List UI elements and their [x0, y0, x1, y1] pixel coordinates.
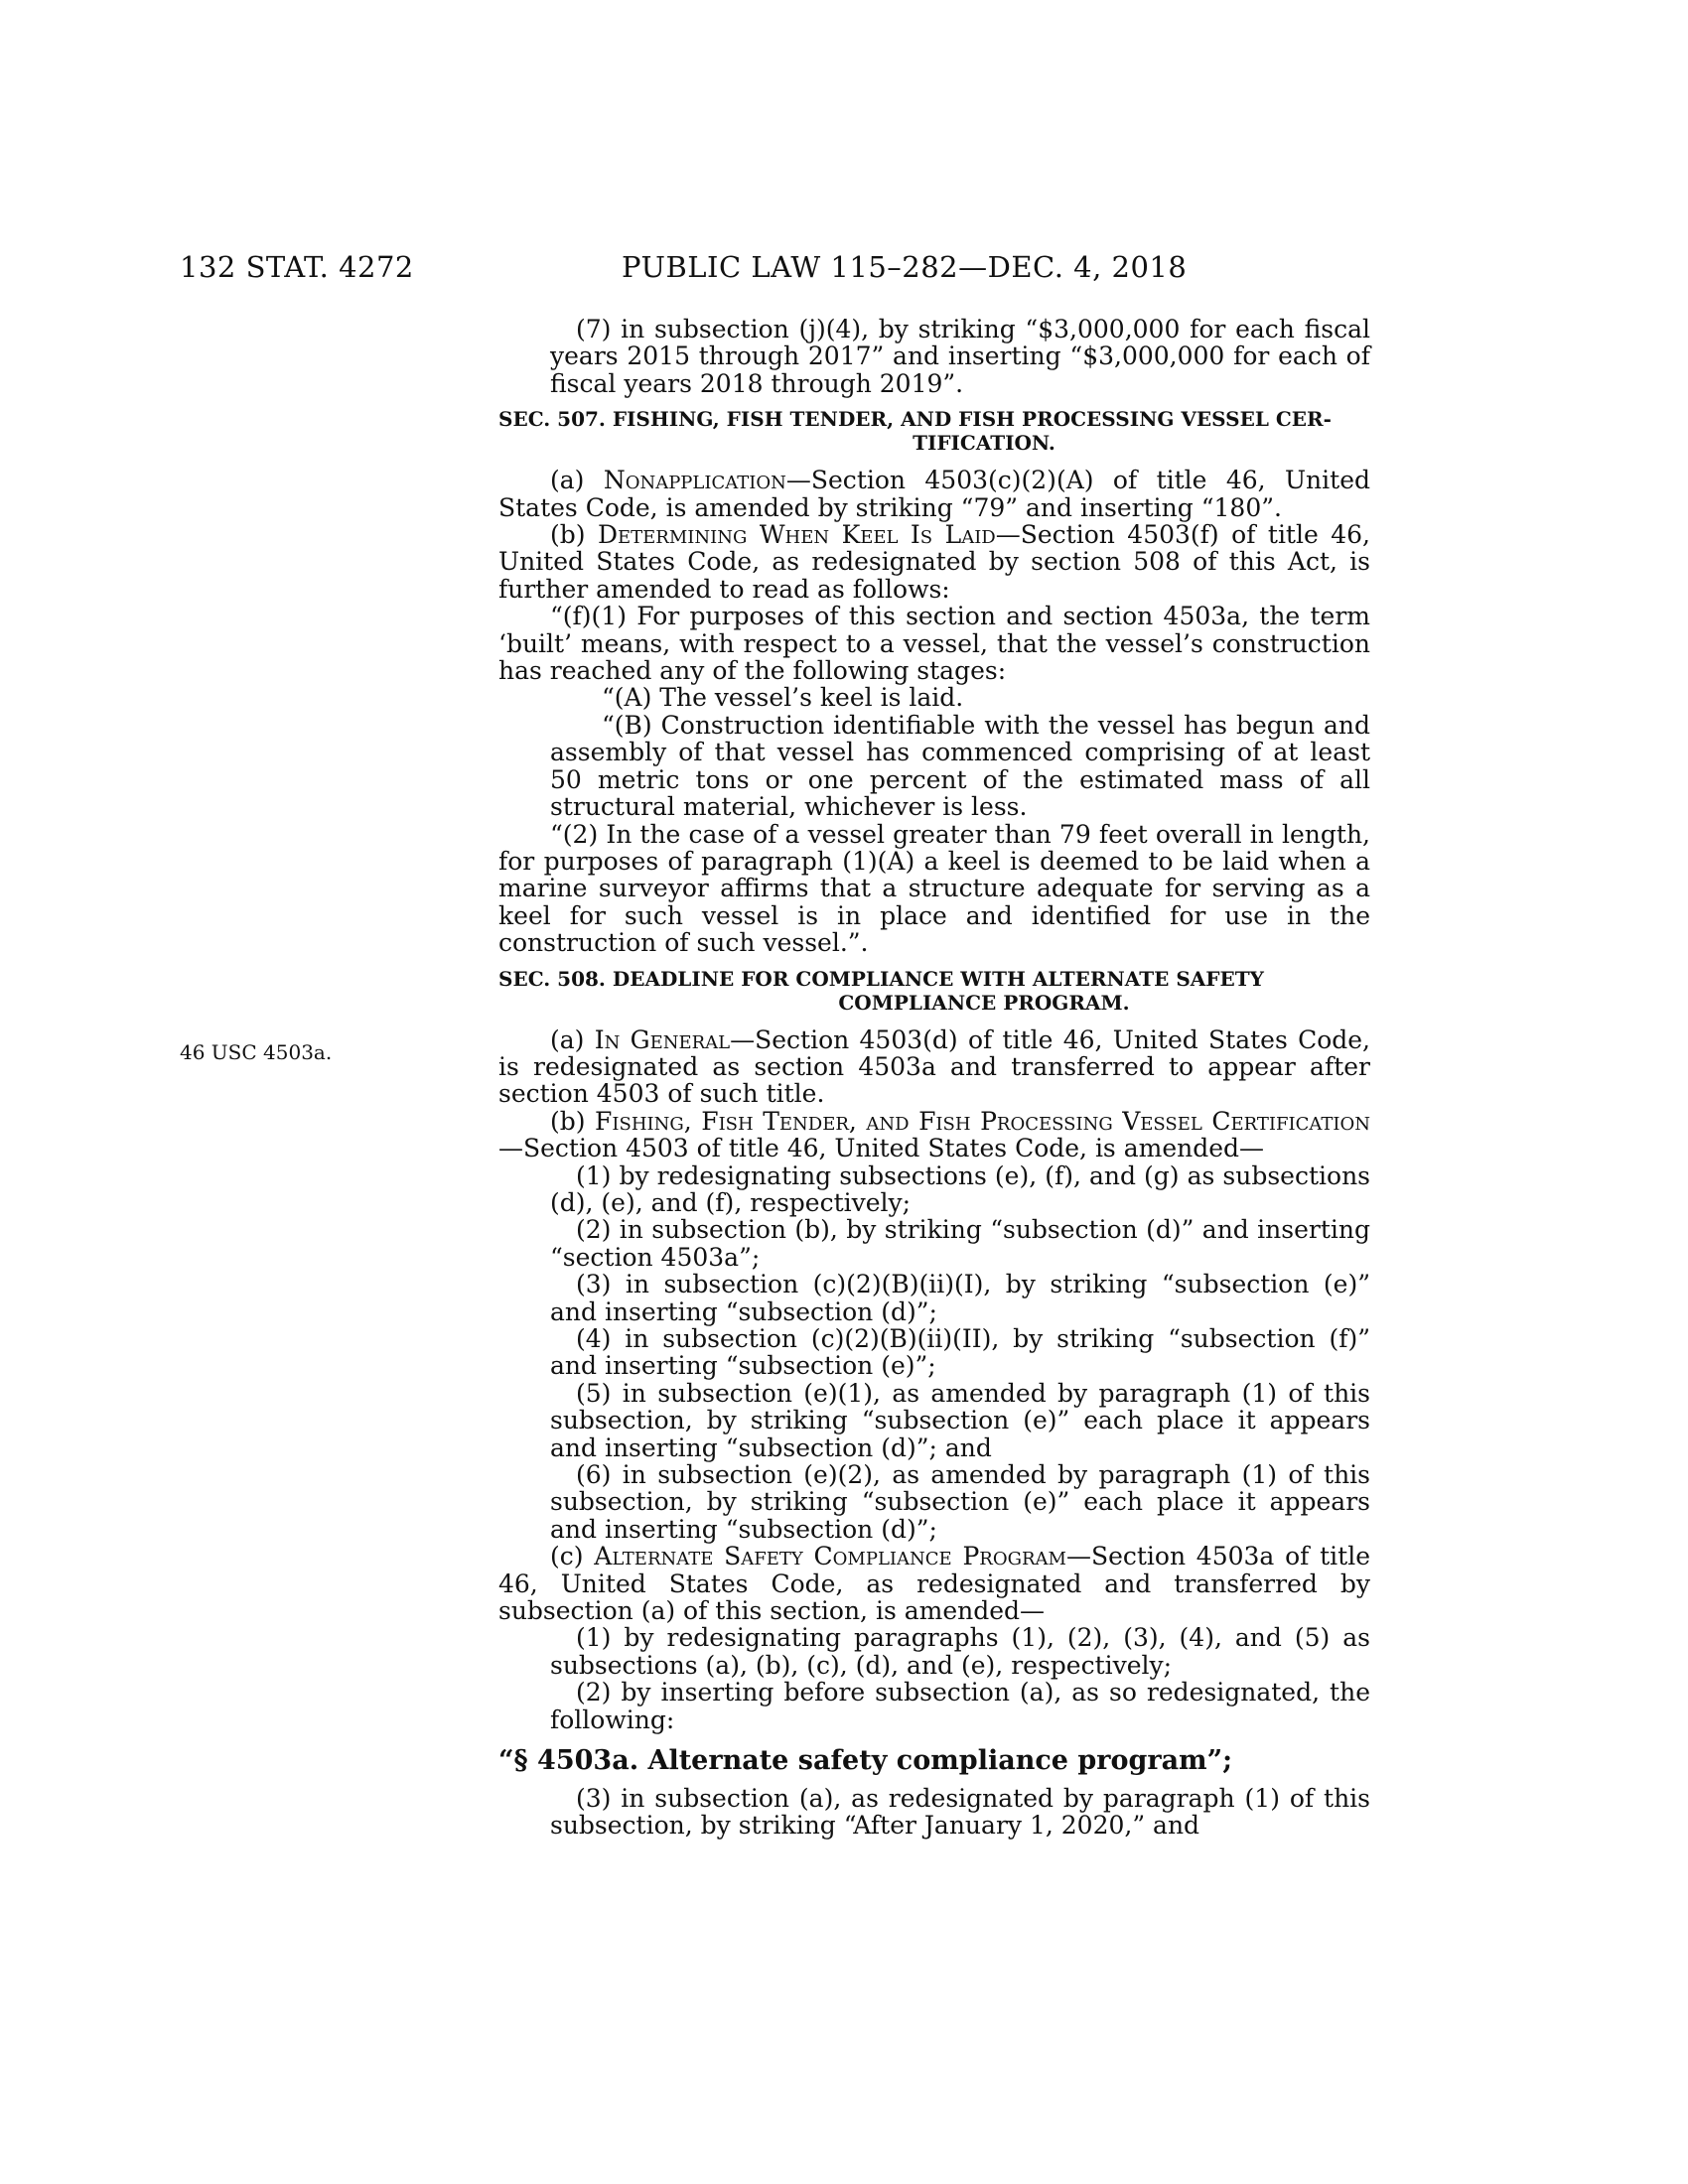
sec507-fA: “(A) The vessel’s keel is laid.	[602, 683, 964, 713]
sec507-b-heading: Determining When Keel Is Laid	[597, 520, 996, 550]
sec508-b-heading: Fishing, Fish Tender, and Fish Processing Vessel Certification	[595, 1106, 1370, 1136]
sec507-a-heading: Nonapplication	[603, 466, 786, 495]
public-law-title: PUBLIC LAW 115–282—DEC. 4, 2018	[622, 250, 1188, 284]
sec508-b4: (4) in subsection (c)(2)(B)(ii)(II), by striking “subsection (f)” and inserting “subsection (e)”;	[550, 1324, 1370, 1381]
section-508-heading	[498, 967, 1370, 1015]
sec508-c1: (1) by redesignating paragraphs (1), (2), (3), (4), and (5) as subsections (a), (b), (c), (d), and (e), respectively;	[550, 1623, 1370, 1680]
sec508-subsection-a: (a) In General—Section 4503(d) of title 46, United States Code, is redesignated as section 4503a and transferred to appear after section 4503 of such title.	[498, 1024, 1370, 1109]
sec508-c-heading: Alternate Safety Compliance Program	[594, 1542, 1066, 1571]
sec508-heading-line2: COMPLIANCE PROGRAM.	[838, 990, 1130, 1015]
sec507-f2: “(2) In the case of a vessel greater than 79 feet overall in length, for purposes of paragraph (1)(A) a keel is deemed to be laid when a marine surveyor affirms that a structure adequate for serving as a keel for such vessel is in place and identified for use in the construction of such vessel.”.	[498, 819, 1370, 958]
sec507-heading-line1: SEC. 507. FISHING, FISH TENDER, AND FISH PROCESSING VESSEL CER-	[498, 407, 1332, 432]
page-header	[180, 250, 1370, 294]
document-body	[498, 316, 1370, 1839]
sec508-a-heading: In General	[594, 1024, 731, 1054]
sec507-heading-line2: TIFICATION.	[913, 431, 1055, 456]
margin-note: 46 USC 4503a.	[180, 1040, 333, 1064]
sec508-b2: (2) in subsection (b), by striking “subsection (d)” and inserting “section 4503a”;	[550, 1215, 1370, 1272]
sec507-subsection-b: (b) Determining When Keel Is Laid—Section 4503(f) of title 46, United States Code, as redesignated by section 508 of this Act, is further amended to read as follows:	[498, 520, 1370, 604]
paragraph-7: (7) in subsection (j)(4), by striking “$3,000,000 for each fiscal years 2015 through 2017” and inserting “$3,000,000 for each of fiscal years 2018 through 2019”.	[550, 315, 1370, 398]
sec508-c3: (3) in subsection (a), as redesignated by paragraph (1) of this subsection, by striking “After January 1, 2020,” and	[550, 1783, 1370, 1840]
sec508-b5: (5) in subsection (e)(1), as amended by paragraph (1) of this subsection, by striking “subsection (e)” each place it appears and inserting “subsection (d)”; and	[550, 1378, 1370, 1462]
sec508-subsection-b: (b) Fishing, Fish Tender, and Fish Processing Vessel Certification—Section 4503 of title 46, United States Code, is amended—	[498, 1106, 1370, 1163]
sec508-b6: (6) in subsection (e)(2), as amended by paragraph (1) of this subsection, by striking “subsection (e)” each place it appears and inserting “subsection (d)”;	[550, 1460, 1370, 1544]
sec507-fB: “(B) Construction identifiable with the vessel has begun and assembly of that vessel has commenced comprising of at least 50 metric tons or one percent of the estimated mass of all structural material, whichever is less.	[550, 710, 1370, 822]
section-507-heading	[498, 407, 1370, 455]
inserted-section-heading: “§ 4503a. Alternate safety compliance program”;	[498, 1745, 1233, 1777]
sec508-a-text: —Section 4503(d) of title 46, United States Code, is redesignated as section 4503a and transferred to appear after section 4503 of such title.	[498, 1024, 1370, 1109]
sec507-b-text: —Section 4503(f) of title 46, United States Code, as redesignated by section 508 of this Act, is further amended to read as follows:	[498, 520, 1370, 604]
sec507-subsection-a: (a) Nonapplication—Section 4503(c)(2)(A) of title 46, United States Code, is amended by striking “79” and inserting “180”.	[498, 466, 1370, 522]
sec508-c-text: —Section 4503a of title 46, United States Code, as redesignated and transferred by subsection (a) of this section, is amended—	[498, 1542, 1370, 1626]
sec508-heading-line1: SEC. 508. DEADLINE FOR COMPLIANCE WITH ALTERNATE SAFETY	[498, 966, 1264, 991]
sec507-a-text: —Section 4503(c)(2)(A) of title 46, United States Code, is amended by striking “79” and inserting “180”.	[498, 466, 1370, 522]
sec507-f1: “(f)(1) For purposes of this section and section 4503a, the term ‘built’ means, with respect to a vessel, that the vessel’s construction has reached any of the following stages:	[498, 602, 1370, 686]
sec508-b1: (1) by redesignating subsections (e), (f), and (g) as subsections (d), (e), and (f), respectively;	[550, 1160, 1370, 1217]
sec508-subsection-c: (c) Alternate Safety Compliance Program—Section 4503a of title 46, United States Code, as redesignated and transferred by subsection (a) of this section, is amended—	[498, 1542, 1370, 1626]
sec508-b3: (3) in subsection (c)(2)(B)(ii)(I), by striking “subsection (e)” and inserting “subsection (d)”;	[550, 1270, 1370, 1326]
statute-page-number: 132 STAT. 4272	[180, 250, 414, 284]
sec508-c2: (2) by inserting before subsection (a), as so redesignated, the following:	[550, 1678, 1370, 1734]
sec508-b-text: —Section 4503 of title 46, United States Code, is amended—	[498, 1134, 1265, 1163]
